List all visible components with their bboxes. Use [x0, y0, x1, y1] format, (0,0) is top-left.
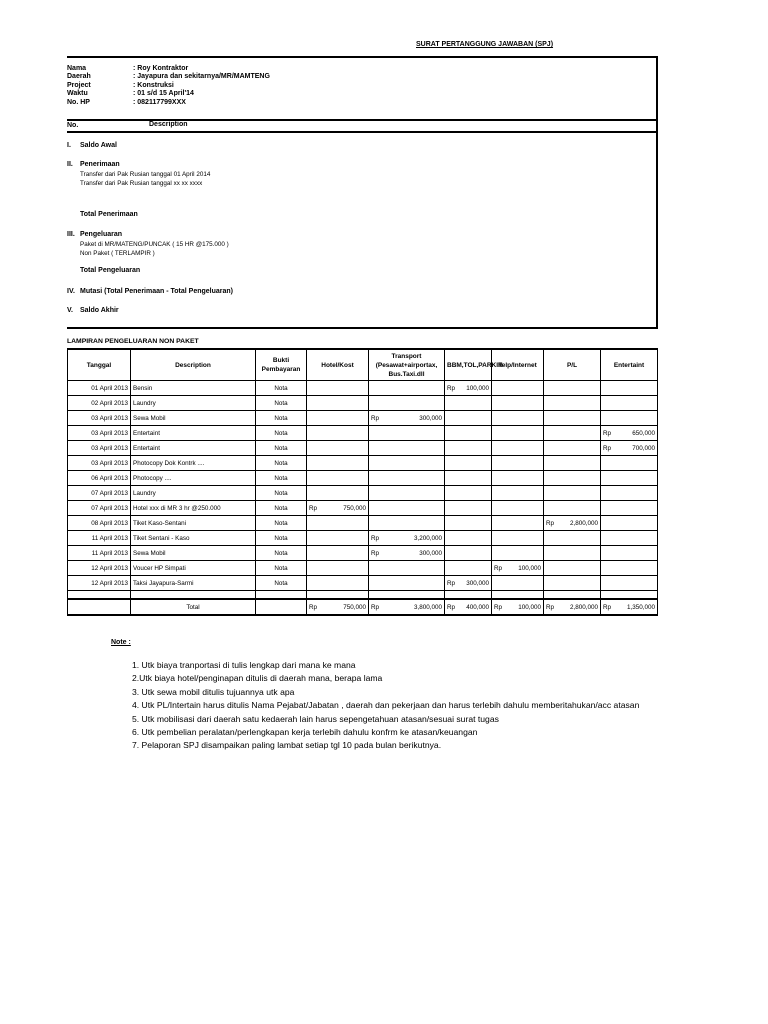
table-blank-row: [68, 591, 658, 600]
cell-ent: Rp 700,000: [601, 441, 658, 456]
cell-hotel: [307, 411, 369, 426]
cell-telp: [492, 531, 544, 546]
cell-transport: [369, 396, 445, 411]
cell-description: Tiket Sentani - Kaso: [131, 531, 256, 546]
cell-transport: [369, 501, 445, 516]
table-row: [68, 561, 658, 576]
cell-bukti: Nota: [256, 411, 307, 426]
cell-pl: [544, 546, 601, 561]
lampiran-title: LAMPIRAN PENGELUARAN NON PAKET: [67, 338, 199, 345]
cell-bukti: Nota: [256, 456, 307, 471]
cell-hotel: [307, 396, 369, 411]
total-telp: Rp 100,000: [492, 599, 544, 615]
cell-telp: [492, 486, 544, 501]
table-row: [68, 456, 658, 471]
header-description: Description: [149, 121, 188, 128]
cell-bukti: Nota: [256, 426, 307, 441]
cell-description: Tiket Kaso-Sentani: [131, 516, 256, 531]
cell-transport: [369, 426, 445, 441]
cell-tanggal: 07 April 2013: [68, 501, 131, 516]
table-total-row: [68, 599, 658, 615]
cell-ent: [601, 381, 658, 396]
cell-ent: Rp 650,000: [601, 426, 658, 441]
cell-tanggal: 03 April 2013: [68, 426, 131, 441]
header-no: No.: [67, 122, 79, 129]
cell-pl: [544, 456, 601, 471]
cell-telp: [492, 546, 544, 561]
table-row: [68, 486, 658, 501]
cell-ent: [601, 471, 658, 486]
cell-tanggal: 11 April 2013: [68, 546, 131, 561]
info-row-waktu: Waktu : 01 s/d 15 April'14: [67, 90, 194, 98]
cell-hotel: [307, 471, 369, 486]
col-bukti: Bukti Pembayaran: [256, 349, 307, 381]
cell-pl: [544, 381, 601, 396]
cell-transport: [369, 516, 445, 531]
cell-ent: [601, 531, 658, 546]
note-heading: Note :: [111, 639, 131, 646]
document-title: SURAT PERTANGGUNG JAWABAN (SPJ): [416, 41, 554, 48]
expense-table: [67, 348, 658, 616]
cell-ent: [601, 516, 658, 531]
cell-bbm: Rp 100,000: [445, 381, 492, 396]
cell-bbm: [445, 516, 492, 531]
total-entertaint: Rp 1,350,000: [601, 599, 658, 615]
cell-tanggal: 11 April 2013: [68, 531, 131, 546]
note-item: 2.Utk biaya hotel/penginapan ditulis di daerah mana, berapa lama: [132, 673, 383, 684]
cell-description: Taksi Jayapura-Sarmi: [131, 576, 256, 591]
cell-bbm: [445, 471, 492, 486]
cell-telp: [492, 441, 544, 456]
cell-pl: [544, 531, 601, 546]
cell-tanggal: 08 April 2013: [68, 516, 131, 531]
cell-tanggal: 03 April 2013: [68, 441, 131, 456]
cell-pl: Rp 2,800,000: [544, 516, 601, 531]
cell-hotel: [307, 531, 369, 546]
penerimaan-line-2: Transfer dari Pak Rusian tanggal xx xx xxxx: [80, 180, 203, 187]
cell-ent: [601, 501, 658, 516]
cell-bukti: Nota: [256, 546, 307, 561]
cell-telp: [492, 501, 544, 516]
total-pengeluaran: Total Pengeluaran: [80, 267, 141, 274]
col-tanggal: Tanggal: [68, 349, 131, 381]
col-description: Description: [131, 349, 256, 381]
cell-bbm: [445, 501, 492, 516]
cell-transport: Rp 300,000: [369, 546, 445, 561]
table-row: [68, 546, 658, 561]
frame-top-line: [67, 56, 658, 58]
cell-ent: [601, 546, 658, 561]
cell-description: Hotel xxx di MR 3 hr @250.000: [131, 501, 256, 516]
notes-list: [132, 659, 639, 753]
cell-telp: [492, 381, 544, 396]
cell-bbm: [445, 456, 492, 471]
cell-bukti: Nota: [256, 381, 307, 396]
table-row: [68, 471, 658, 486]
col-entertaint: Entertaint: [601, 349, 658, 381]
cell-bukti: Nota: [256, 471, 307, 486]
cell-description: Entertaint: [131, 426, 256, 441]
total-pl: Rp 2,800,000: [544, 599, 601, 615]
cell-hotel: Rp 750,000: [307, 501, 369, 516]
cell-bbm: [445, 531, 492, 546]
cell-ent: [601, 456, 658, 471]
cell-bbm: Rp 300,000: [445, 576, 492, 591]
cell-bukti: Nota: [256, 576, 307, 591]
cell-description: Photocopy ....: [131, 471, 256, 486]
frame-right-line: [656, 56, 658, 328]
cell-ent: [601, 396, 658, 411]
table-header-row: [68, 349, 658, 381]
col-pl: P/L: [544, 349, 601, 381]
cell-telp: [492, 576, 544, 591]
cell-telp: Rp 100,000: [492, 561, 544, 576]
cell-bukti: Nota: [256, 396, 307, 411]
cell-hotel: [307, 441, 369, 456]
pengeluaran-line-2: Non Paket ( TERLAMPIR ): [80, 250, 155, 257]
cell-ent: [601, 576, 658, 591]
col-telp: Telp/Internet: [492, 349, 544, 381]
cell-tanggal: 12 April 2013: [68, 576, 131, 591]
cell-pl: [544, 411, 601, 426]
cell-description: Bensin: [131, 381, 256, 396]
cell-description: Entertaint: [131, 441, 256, 456]
cell-bukti: Nota: [256, 501, 307, 516]
total-penerimaan: Total Penerimaan: [80, 211, 138, 218]
cell-bukti: Nota: [256, 531, 307, 546]
cell-pl: [544, 396, 601, 411]
cell-transport: [369, 486, 445, 501]
note-item: 1. Utk biaya tranportasi di tulis lengkap dari mana ke mana: [132, 660, 356, 670]
cell-tanggal: 01 April 2013: [68, 381, 131, 396]
cell-bukti: Nota: [256, 516, 307, 531]
cell-pl: [544, 576, 601, 591]
table-row: [68, 411, 658, 426]
cell-description: Laundry: [131, 486, 256, 501]
table-row: [68, 501, 658, 516]
cell-tanggal: 02 April 2013: [68, 396, 131, 411]
note-item: 6. Utk pembelian peralatan/perlengkapan kerja terlebih dahulu konfrm ke atasan/keuangan: [132, 727, 478, 738]
info-row-hp: No. HP : 082117799XXX: [67, 98, 186, 106]
cell-hotel: [307, 546, 369, 561]
cell-pl: [544, 486, 601, 501]
cell-tanggal: 12 April 2013: [68, 561, 131, 576]
table-row: [68, 531, 658, 546]
cell-bbm: [445, 561, 492, 576]
section-mutasi: IV. Mutasi (Total Penerimaan - Total Pengeluaran): [67, 288, 233, 295]
info-row-project: Project : Konstruksi: [67, 81, 174, 89]
note-item: 3. Utk sewa mobil ditulis tujuannya utk apa: [132, 686, 295, 697]
section-penerimaan: II. Penerimaan: [67, 161, 120, 168]
section-saldo-akhir: V. Saldo Akhir: [67, 307, 119, 314]
cell-tanggal: 06 April 2013: [68, 471, 131, 486]
note-item: 5. Utk mobilisasi dari daerah satu kedaerah lain harus sepengetahuan atasan/sesuai surat tugas: [132, 713, 499, 724]
cell-ent: [601, 411, 658, 426]
cell-hotel: [307, 486, 369, 501]
section-saldo-awal: I. Saldo Awal: [67, 142, 117, 149]
cell-bukti: Nota: [256, 486, 307, 501]
table-row: [68, 426, 658, 441]
cell-telp: [492, 516, 544, 531]
penerimaan-line-1: Transfer dari Pak Rusian tanggal 01 April 2014: [80, 171, 211, 178]
cell-hotel: [307, 561, 369, 576]
total-hotel: Rp 750,000: [307, 599, 369, 615]
cell-tanggal: 03 April 2013: [68, 411, 131, 426]
cell-bukti: Nota: [256, 561, 307, 576]
cell-pl: [544, 561, 601, 576]
cell-transport: [369, 381, 445, 396]
cell-bukti: Nota: [256, 441, 307, 456]
cell-hotel: [307, 426, 369, 441]
cell-transport: Rp 3,200,000: [369, 531, 445, 546]
info-block: [67, 65, 270, 107]
cell-hotel: [307, 576, 369, 591]
frame-bottom-line: [67, 327, 658, 329]
header-row-bottom-line: [67, 131, 658, 133]
cell-ent: [601, 486, 658, 501]
cell-telp: [492, 411, 544, 426]
cell-description: Photocopy Dok Kontrk ....: [131, 456, 256, 471]
total-transport: Rp 3,800,000: [369, 599, 445, 615]
table-row: [68, 381, 658, 396]
table-row: [68, 516, 658, 531]
section-pengeluaran: III. Pengeluaran: [67, 231, 123, 238]
pengeluaran-line-1: Paket di MR/MATENG/PUNCAK ( 15 HR @175.000 ): [80, 241, 229, 248]
cell-bbm: [445, 411, 492, 426]
cell-telp: [492, 456, 544, 471]
cell-hotel: [307, 456, 369, 471]
total-bbm: Rp 400,000: [445, 599, 492, 615]
cell-pl: [544, 441, 601, 456]
cell-transport: [369, 561, 445, 576]
table-row: [68, 576, 658, 591]
col-transport: Transport (Pesawat+airportax, Bus.Taxi.dll: [369, 349, 445, 381]
table-row: [68, 441, 658, 456]
cell-bbm: [445, 426, 492, 441]
info-row-daerah: Daerah : Jayapura dan sekitarnya/MR/MAMTENG: [67, 73, 270, 81]
note-item: 7. Pelaporan SPJ disampaikan paling lambat setiap tgl 10 pada bulan berikutnya.: [132, 740, 442, 751]
cell-telp: [492, 471, 544, 486]
cell-description: Voucer HP Simpati: [131, 561, 256, 576]
cell-description: Sewa Mobil: [131, 411, 256, 426]
cell-pl: [544, 501, 601, 516]
cell-telp: [492, 426, 544, 441]
cell-ent: [601, 561, 658, 576]
cell-transport: Rp 300,000: [369, 411, 445, 426]
cell-transport: [369, 456, 445, 471]
cell-description: Laundry: [131, 396, 256, 411]
cell-telp: [492, 396, 544, 411]
cell-transport: [369, 576, 445, 591]
cell-transport: [369, 441, 445, 456]
cell-transport: [369, 471, 445, 486]
col-bbm: BBM,TOL,PARKIR: [445, 349, 492, 381]
info-row-nama: Nama : Roy Kontraktor: [67, 65, 189, 72]
cell-bbm: [445, 396, 492, 411]
note-item: 4. Utk PL/Intertain harus ditulis Nama Pejabat/Jabatan , daerah dan pekerjaan dan harus terlebih dahulu memberitahukan/acc atasan: [132, 700, 640, 711]
cell-hotel: [307, 516, 369, 531]
cell-bbm: [445, 546, 492, 561]
col-hotel: Hotel/Kost: [307, 349, 369, 381]
table-row: [68, 396, 658, 411]
cell-pl: [544, 471, 601, 486]
cell-bbm: [445, 441, 492, 456]
cell-pl: [544, 426, 601, 441]
cell-tanggal: 07 April 2013: [68, 486, 131, 501]
cell-tanggal: 03 April 2013: [68, 456, 131, 471]
cell-description: Sewa Mobil: [131, 546, 256, 561]
cell-hotel: [307, 381, 369, 396]
total-label: Total: [131, 599, 256, 615]
cell-bbm: [445, 486, 492, 501]
